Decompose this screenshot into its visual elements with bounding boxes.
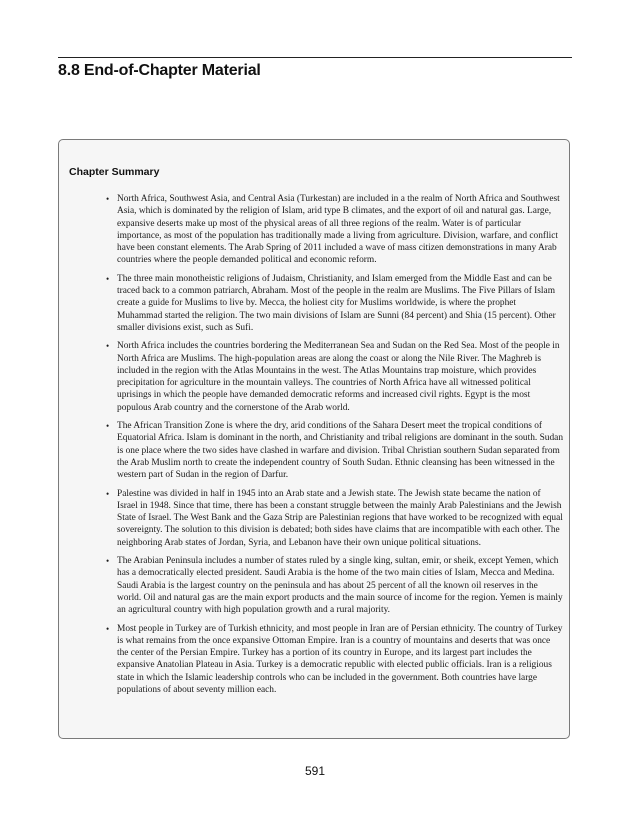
summary-item-text: Most people in Turkey are of Turkish ethnicity, and most people in Iran are of Persian ethnicity. The country of Turkey is what remains from the once expansive Ottoman Empire. Iran is a country of mountains and deserts that was once the center of the Persian Empire. Turkey has a portion of its country in Europe, and its largest part includes the expansive Anatolian Plateau in Asia. Turkey is a democratic republic with elected public officials. Iran is a religious state in which the Islamic leadership controls who can be included in the government. Both countries have large populations of about seventy million each. [117, 623, 563, 695]
summary-item-text: North Africa includes the countries bordering the Mediterranean Sea and Sudan on the Red Sea. Most of the people in North Africa are Muslims. The high-population areas are along the coast or along the Nile River. The Maghreb is included in the region with the Atlas Mountains in the west. The Atlas Mountains trap moisture, which provides precipitation for agriculture in the mountain valleys. The countries of North Africa have all witnessed political uprisings in which the people have demanded democratic reforms and increased civil rights. Egypt is the most populous Arab country and the cornerstone of the Arab world. [117, 341, 560, 413]
bullet-icon: • [106, 488, 110, 499]
summary-item [106, 420, 564, 481]
bullet-icon: • [106, 421, 110, 432]
summary-item-text: The Arabian Peninsula includes a number of states ruled by a single king, sultan, emir, or sheik, except Yemen, which has a democratically elected president. Saudi Arabia is the home of the two main cities of Islam, Mecca and Medina. Saudi Arabia is the largest country on the peninsula and has about 25 percent of all the known oil reserves in the world. Oil and natural gas are the main export products and the main source of income for the region. Yemen is mainly an agricultural country with high population growth and a rural majority. [117, 556, 563, 616]
summary-item [106, 555, 563, 616]
header-rule [58, 57, 572, 58]
bullet-icon: • [106, 194, 110, 204]
section-title: 8.8 End-of-Chapter Material [58, 62, 261, 79]
summary-item-text: Palestine was divided in half in 1945 into an Arab state and a Jewish state. The Jewish state became the nation of Israel in 1948. Since that time, there has been a constant struggle between the mainly Arab Palestinians and the Jewish State of Israel. The West Bank and the Gaza Strip are Palestinian regions that have worked to be recognized with equal sovereignty. The solution to this division is debated; both sides have claims that are incompatible with each other. The neighboring Arab states of Jordan, Syria, and Lebanon have their own unique political situations. [117, 488, 563, 548]
chapter-summary-heading: Chapter Summary [69, 166, 160, 178]
summary-item-text: North Africa, Southwest Asia, and Central Asia (Turkestan) are included in a the realm of North Africa and Southwest Asia, which is dominated by the religion of Islam, arid type B climates, and the export of oil and natural gas. Large, expansive deserts make up most of the physical areas of all three regions of the realm. Water is of particular importance, as most of the population has traditionally made a living from agriculture. Division, warfare, and conflict have been constant elements. The Arab Spring of 2011 included a wave of mass citizen demonstrations in many Arab countries where the people demanded political and economic reform. [117, 194, 560, 266]
bullet-icon: • [106, 623, 110, 634]
summary-item-text: The three main monotheistic religions of Judaism, Christianity, and Islam emerged from the Middle East and can be traced back to a common patriarch, Abraham. Most of the people in the realm are Muslims. The Five Pillars of Islam create a guide for Muslims to live by. Mecca, the holiest city for Muslims worldwide, is where the prophet Muhammad started the religion. The two main divisions of Islam are Sunni (84 percent) and Shia (15 percent). Other smaller divisions exist, such as Sufi. [117, 273, 556, 333]
bullet-icon: • [106, 556, 110, 567]
page-number: 591 [304, 764, 326, 778]
summary-item-text: The African Transition Zone is where the dry, arid conditions of the Sahara Desert meet the tropical conditions of Equatorial Africa. Islam is dominant in the north, and Christianity and tribal religions are dominant in the south. Sudan is one place where the two sides have clashed in warfare and division. Tribal Christian southern Sudan separated from the Arab Muslim north to create the independent country of South Sudan. Ethnic cleansing has been witnessed in the western part of Sudan in the region of Darfur. [117, 421, 564, 481]
summary-item [106, 340, 563, 414]
bullet-icon: • [106, 273, 110, 284]
summary-item [106, 193, 563, 267]
bullet-icon: • [106, 341, 110, 352]
summary-item [106, 623, 563, 697]
summary-item [106, 488, 563, 549]
chapter-summary-list [106, 193, 564, 702]
chapter-summary-box [58, 139, 570, 739]
summary-item [106, 273, 563, 334]
